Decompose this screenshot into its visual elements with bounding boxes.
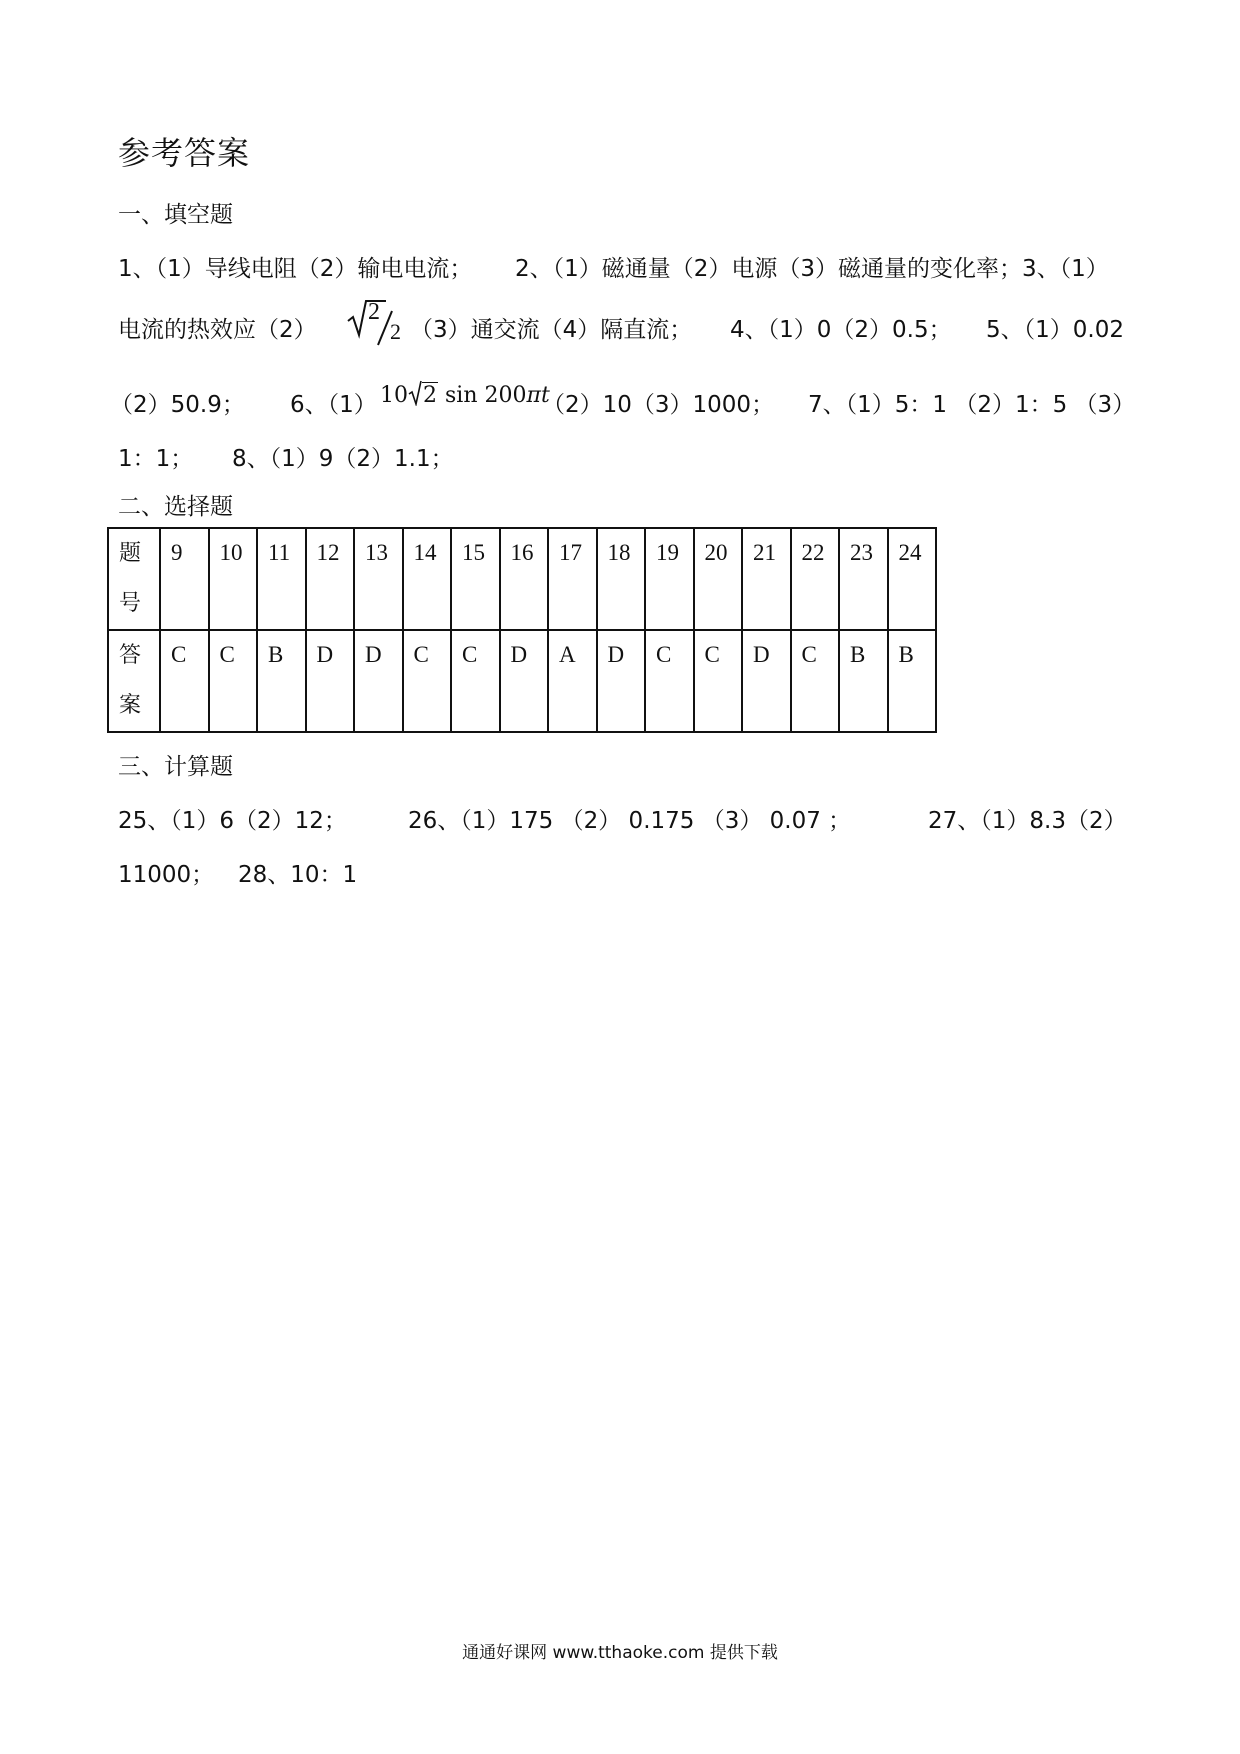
voltage-expression <box>380 380 550 408</box>
fill-answer-5b: （2）50.9； <box>110 392 245 418</box>
page-footer: 通通好课网 www.tthaoke.com 提供下载 <box>462 1643 778 1663</box>
fill-answer-8: 8、（1）9（2）1.1； <box>232 446 454 472</box>
fill-answer-3a: 电流的热效应（2） <box>118 317 317 343</box>
table-cell: 14 <box>403 528 452 630</box>
table-row-answers <box>108 630 936 732</box>
table-cell: D <box>306 630 355 732</box>
table-cell: C <box>694 630 743 732</box>
table-cell: 23 <box>839 528 888 630</box>
table-cell: 19 <box>645 528 694 630</box>
table-cell: D <box>597 630 646 732</box>
section-heading-fill: 一、填空题 <box>118 202 233 228</box>
page-title: 参考答案 <box>118 134 251 172</box>
table-cell: 12 <box>306 528 355 630</box>
row-header-question-number <box>108 528 160 630</box>
table-cell: B <box>888 630 937 732</box>
table-cell: C <box>403 630 452 732</box>
table-cell: D <box>742 630 791 732</box>
expr-coefficient: 10 <box>380 383 408 408</box>
fill-answer-6b: （2）10（3）1000； <box>542 392 775 418</box>
fill-answer-7b: 1：1； <box>118 446 194 472</box>
header-char: 案 <box>119 693 142 718</box>
table-cell: 24 <box>888 528 937 630</box>
table-cell: 10 <box>209 528 258 630</box>
table-cell: 11 <box>257 528 306 630</box>
calc-answer-27b: 11000； <box>118 862 215 888</box>
sqrt2-over-2-formula <box>346 297 406 354</box>
fill-answer-6a: 6、（1） <box>290 392 377 418</box>
section-heading-choice: 二、选择题 <box>118 494 233 520</box>
table-cell: 17 <box>548 528 597 630</box>
header-char: 答 <box>119 643 142 668</box>
fill-answer-7: 7、（1）5：1 （2）1：5 （3） <box>808 392 1136 418</box>
table-cell: C <box>451 630 500 732</box>
table-cell: C <box>209 630 258 732</box>
fill-answer-1: 1、（1）导线电阻（2）输电电流； <box>118 256 473 282</box>
expr-sin: sin 200 <box>445 383 527 408</box>
table-cell: 13 <box>354 528 403 630</box>
fill-answer-2: 2、（1）磁通量（2）电源（3）磁通量的变化率；3、（1） <box>515 256 1109 282</box>
sqrt-radicand: 2 <box>368 299 380 325</box>
calc-answer-28: 28、10：1 <box>238 862 358 888</box>
table-cell: C <box>645 630 694 732</box>
table-cell: 22 <box>791 528 840 630</box>
table-cell: C <box>791 630 840 732</box>
calc-answer-27: 27、（1）8.3（2） <box>928 808 1127 834</box>
table-cell: B <box>839 630 888 732</box>
table-cell: 9 <box>160 528 209 630</box>
header-char: 题 <box>119 541 142 566</box>
calc-answer-26: 26、（1）175 （2） 0.175 （3） 0.07 ； <box>408 808 852 834</box>
table-cell: D <box>500 630 549 732</box>
table-cell: B <box>257 630 306 732</box>
table-cell: C <box>160 630 209 732</box>
table-cell: D <box>354 630 403 732</box>
header-char: 号 <box>119 591 142 616</box>
fill-answer-5: 5、（1）0.02 <box>986 317 1124 343</box>
fill-answer-4: 4、（1）0（2）0.5； <box>730 317 952 343</box>
calc-answer-25: 25、（1）6（2）12； <box>118 808 347 834</box>
table-cell: 15 <box>451 528 500 630</box>
table-row-numbers <box>108 528 936 630</box>
expr-sqrt <box>408 380 438 408</box>
radical-sign-icon <box>408 380 422 406</box>
table-cell: 21 <box>742 528 791 630</box>
table-cell: 16 <box>500 528 549 630</box>
table-cell: 18 <box>597 528 646 630</box>
fill-answer-3b: （3）通交流（4）隔直流； <box>410 317 693 343</box>
section-heading-calc: 三、计算题 <box>118 754 233 780</box>
expr-radicand: 2 <box>423 383 437 408</box>
row-header-answer <box>108 630 160 732</box>
table-cell: 20 <box>694 528 743 630</box>
choice-answer-table <box>107 527 937 733</box>
fraction-denominator: 2 <box>390 319 401 344</box>
expr-variable: πt <box>526 383 550 408</box>
table-cell: A <box>548 630 597 732</box>
